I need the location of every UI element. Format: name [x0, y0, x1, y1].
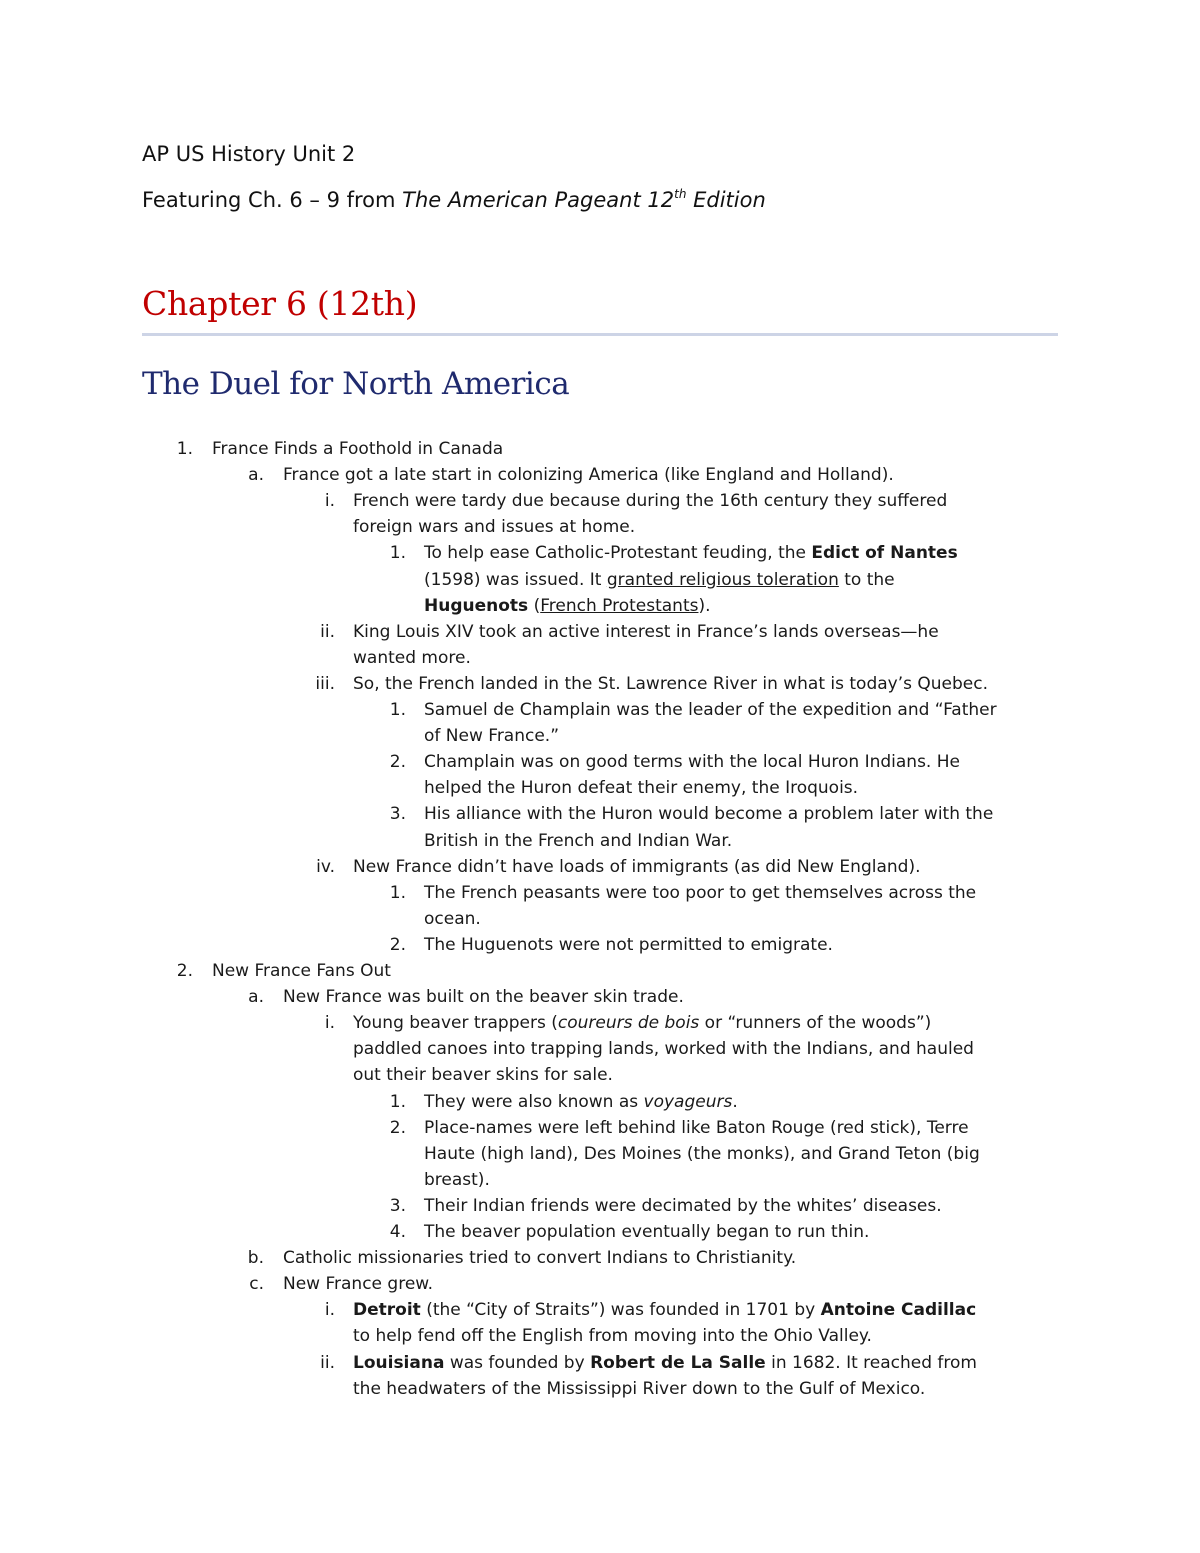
list-item-text: Haute (high land), Des Moines (the monks), and Grand Teton (big — [424, 1143, 980, 1164]
list-item-text: helped the Huron defeat their enemy, the Iroquois. — [424, 778, 859, 799]
list-item-marker: 2. — [176, 961, 193, 981]
bold-term: Antoine Cadillac — [820, 1300, 977, 1321]
list-item-text: They were also known as voyageurs. — [424, 1091, 738, 1112]
list-item-text: Place-names were left behind like Baton Rouge (red stick), Terre — [424, 1117, 969, 1138]
list-item-text: New France was built on the beaver skin trade. — [283, 987, 684, 1008]
book-edition: Edition — [686, 188, 766, 212]
list-item-marker: 2. — [389, 934, 406, 955]
list-item-marker: i. — [324, 1013, 335, 1034]
list-item-marker: i. — [324, 491, 335, 512]
list-item-marker: b. — [247, 1248, 264, 1269]
list-item-marker: c. — [249, 1274, 264, 1295]
list-item-text: Their Indian friends were decimated by the whites’ diseases. — [424, 1195, 942, 1216]
list-item-text: Young beaver trappers (coureurs de bois or “runners of the woods”) — [353, 1013, 932, 1034]
list-item-marker: iv. — [316, 856, 335, 877]
subtitle-prefix: Featuring Ch. 6 – 9 from — [142, 188, 403, 212]
list-item-marker: 2. — [389, 752, 406, 773]
underlined-term: French Protestants — [540, 595, 699, 616]
list-item-marker: 1. — [389, 1091, 406, 1112]
book-title: The American Pageant 12 — [402, 188, 675, 212]
list-item-text: King Louis XIV took an active interest in France’s lands overseas—he — [353, 621, 939, 642]
list-item-marker: 4. — [389, 1222, 406, 1242]
list-item-text: of New France.” — [424, 726, 560, 747]
list-item-text: French were tardy due because during the 16th century they suffered — [353, 491, 948, 512]
bold-term: Louisiana — [353, 1352, 445, 1373]
list-item-text: To help ease Catholic-Protestant feuding, the Edict of Nantes — [424, 543, 958, 564]
list-item-text: ocean. — [424, 908, 481, 929]
list-item-text: British in the French and Indian War. — [424, 830, 733, 851]
list-item-text: out their beaver skins for sale. — [353, 1065, 613, 1086]
list-item-text: paddled canoes into trapping lands, worked with the Indians, and hauled — [353, 1039, 974, 1060]
list-item-marker: 1. — [389, 543, 406, 564]
list-item-marker: 3. — [389, 1195, 406, 1216]
list-item-text: Huguenots (French Protestants). — [424, 595, 711, 616]
list-item-text: the headwaters of the Mississippi River down to the Gulf of Mexico. — [353, 1378, 926, 1399]
bold-term: Huguenots — [424, 595, 529, 616]
list-item-marker: a. — [248, 465, 264, 486]
chapter-title: The Duel for North America — [142, 366, 570, 402]
list-item-text: Detroit (the “City of Straits”) was founded in 1701 by Antoine Cadillac — [353, 1300, 977, 1321]
list-item-marker: iii. — [315, 673, 335, 694]
bold-term: Robert de La Salle — [590, 1352, 766, 1373]
book-title-superscript: th — [674, 187, 687, 201]
list-item-text: to help fend off the English from moving into the Ohio Valley. — [353, 1326, 872, 1347]
list-item-marker: 1. — [389, 882, 406, 903]
bold-term: Edict of Nantes — [811, 543, 958, 564]
list-item-marker: 3. — [389, 804, 406, 825]
list-item-text: The French peasants were too poor to get themselves across the — [424, 882, 977, 903]
bold-term: Detroit — [353, 1300, 421, 1321]
underlined-term: granted religious toleration — [606, 569, 839, 590]
list-item-text: (1598) was issued. It granted religious toleration to the — [424, 569, 895, 590]
list-item-text: breast). — [424, 1169, 490, 1190]
list-item-text: New France didn’t have loads of immigrants (as did New England). — [353, 856, 921, 877]
list-item-text: wanted more. — [353, 647, 471, 668]
list-item-text: France Finds a Foothold in Canada — [212, 439, 504, 459]
list-item-text: Louisiana was founded by Robert de La Salle in 1682. It reached from — [353, 1352, 977, 1373]
chapter-heading: Chapter 6 (12th) — [142, 284, 418, 323]
list-item-marker: a. — [248, 987, 264, 1008]
list-item-text: New France Fans Out — [212, 961, 391, 981]
list-item-text: His alliance with the Huron would become a problem later with the — [424, 804, 994, 825]
italic-term: voyageurs — [643, 1091, 733, 1112]
list-item-text: Samuel de Champlain was the leader of the expedition and “Father — [424, 700, 997, 720]
list-item-marker: 1. — [176, 439, 193, 459]
list-item-marker: ii. — [320, 1352, 335, 1373]
list-item-text: foreign wars and issues at home. — [353, 517, 636, 538]
italic-term: coureurs de bois — [557, 1013, 700, 1034]
list-item-text: Catholic missionaries tried to convert Indians to Christianity. — [283, 1248, 797, 1269]
list-item-text: The Huguenots were not permitted to emigrate. — [424, 934, 833, 955]
document-title: AP US History Unit 2 — [142, 142, 356, 166]
list-item-marker: i. — [324, 1300, 335, 1321]
list-item-text: So, the French landed in the St. Lawrence River in what is today’s Quebec. — [353, 673, 989, 694]
list-item-marker: 1. — [389, 700, 406, 720]
list-item-marker: ii. — [320, 621, 335, 642]
list-item-text: The beaver population eventually began to run thin. — [424, 1222, 870, 1242]
list-item-text: Champlain was on good terms with the local Huron Indians. He — [424, 752, 960, 773]
list-item-text: New France grew. — [283, 1274, 434, 1295]
list-item-text: France got a late start in colonizing America (like England and Holland). — [283, 465, 894, 486]
list-item-marker: 2. — [389, 1117, 406, 1138]
